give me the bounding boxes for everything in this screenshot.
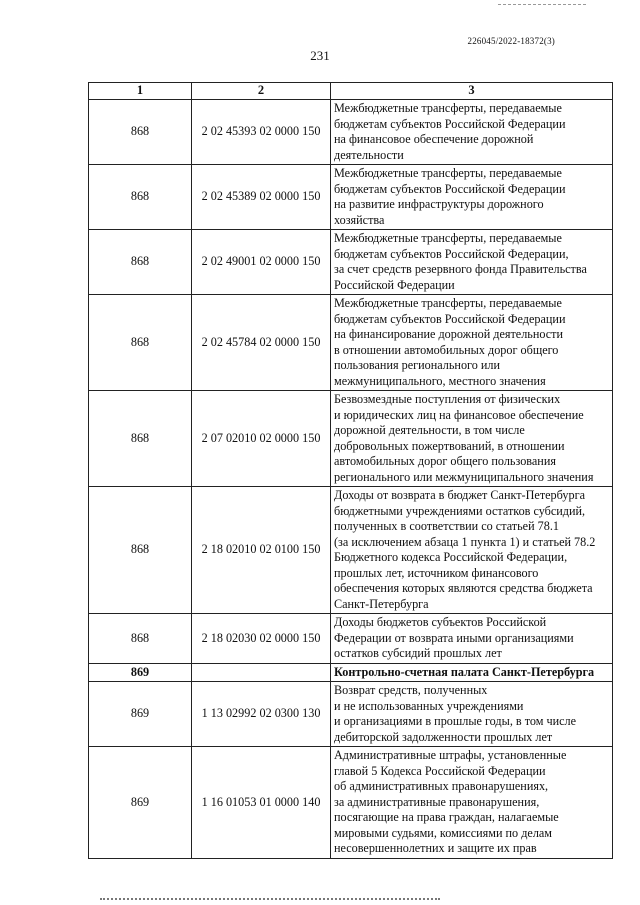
admin-code-cell: 868 [89, 165, 192, 230]
table-row [89, 391, 613, 487]
admin-code-cell: 869 [89, 663, 192, 682]
top-edge-rule [498, 4, 586, 5]
admin-code-cell: 868 [89, 391, 192, 487]
description-line: Безвозмездные поступления от физических [334, 392, 561, 406]
description-line: на финансовое обеспечение дорожной [334, 132, 534, 146]
description-line: Административные штрафы, установленные [334, 748, 567, 762]
revenue-code-cell: 2 02 45393 02 0000 150 [192, 100, 331, 165]
description-line: хозяйства [334, 212, 385, 227]
bottom-scan-marks [100, 898, 440, 903]
table-row [89, 487, 613, 614]
revenue-code-cell: 1 16 01053 01 0000 140 [192, 747, 331, 859]
table-row [89, 682, 613, 747]
description-line: Доходы от возврата в бюджет Санкт-Петербурга [334, 488, 585, 502]
description-line: несовершеннолетних и защите их прав [334, 841, 537, 855]
description-line: Возврат средств, полученных [334, 683, 488, 697]
description-cell [331, 614, 613, 664]
description-line: Контрольно-счетная палата Санкт-Петербурга [334, 664, 595, 679]
description-line: Российской Федерации [334, 277, 455, 292]
description-line: и юридических лиц на финансовое обеспечение [334, 407, 584, 422]
description-cell [331, 100, 613, 165]
admin-code-cell: 868 [89, 100, 192, 165]
description-line: добровольных пожертвований, в отношении [334, 438, 565, 453]
description-line: (за исключением абзаца 1 пункта 1) и статьей 78.2 [334, 534, 596, 549]
revenue-code-cell: 2 18 02010 02 0100 150 [192, 487, 331, 614]
page-number: 231 [310, 48, 330, 63]
description-line: Межбюджетные трансферты, передаваемые [334, 296, 562, 310]
description-line: межмуниципального, местного значения [334, 373, 546, 388]
revenue-code-cell [192, 663, 331, 682]
description-line: и не использованных учреждениями [334, 698, 524, 713]
description-line: на финансирование дорожной деятельности [334, 327, 564, 341]
description-line: Межбюджетные трансферты, передаваемые [334, 231, 562, 245]
description-line: в отношении автомобильных дорог общего [334, 342, 559, 357]
description-line: Санкт-Петербурга [334, 596, 429, 611]
description-cell [331, 487, 613, 614]
description-line: мировыми судьями, комиссиями по делам [334, 825, 553, 840]
description-line: бюджетам субъектов Российской Федерации [334, 116, 566, 131]
table-row [89, 100, 613, 165]
description-line: прошлых лет, источником финансового [334, 565, 539, 580]
description-line: бюджетными учреждениями остатков субсидий, [334, 503, 586, 518]
description-line: Доходы бюджетов субъектов Российской [334, 615, 547, 629]
revenue-code-cell: 1 13 02992 02 0300 130 [192, 682, 331, 747]
description-line: Межбюджетные трансферты, передаваемые [334, 101, 562, 115]
table-row [89, 663, 613, 682]
description-line: и организациями в прошлые годы, в том числе [334, 714, 577, 728]
description-line: остатков субсидий прошлых лет [334, 646, 502, 660]
revenue-code-cell: 2 07 02010 02 0000 150 [192, 391, 331, 487]
description-line: регионального или межмуниципального значения [334, 469, 594, 484]
description-line: Межбюджетные трансферты, передаваемые [334, 166, 562, 180]
description-line: Бюджетного кодекса Российской Федерации, [334, 550, 568, 564]
description-line: обеспечения которых являются средства бюджета [334, 581, 593, 595]
revenue-code-cell: 2 18 02030 02 0000 150 [192, 614, 331, 664]
description-cell [331, 682, 613, 747]
description-line: посягающие на права граждан, налагаемые [334, 810, 559, 824]
description-line: деятельности [334, 147, 404, 162]
description-line: дебиторской задолженности прошлых лет [334, 729, 553, 744]
description-line: главой 5 Кодекса Российской Федерации [334, 763, 546, 778]
revenue-code-cell: 2 02 45784 02 0000 150 [192, 295, 331, 391]
description-line: автомобильных дорог общего пользования [334, 454, 556, 468]
description-cell [331, 230, 613, 295]
table-row [89, 230, 613, 295]
table-row [89, 747, 613, 859]
description-line: об административных правонарушениях, [334, 779, 549, 793]
description-line: на развитие инфраструктуры дорожного [334, 197, 544, 211]
revenue-code-cell: 2 02 45389 02 0000 150 [192, 165, 331, 230]
description-cell [331, 165, 613, 230]
document-id: 226045/2022-18372(3) [467, 36, 555, 46]
description-line: бюджетам субъектов Российской Федерации [334, 311, 566, 326]
column-header-2: 2 [192, 83, 331, 100]
description-line: бюджетам субъектов Российской Федерации, [334, 246, 569, 261]
description-cell [331, 663, 613, 682]
admin-code-cell: 868 [89, 230, 192, 295]
revenue-code-cell: 2 02 49001 02 0000 150 [192, 230, 331, 295]
table-header-row [89, 83, 613, 100]
admin-code-cell: 868 [89, 295, 192, 391]
column-header-3: 3 [331, 83, 613, 100]
admin-code-cell: 868 [89, 614, 192, 664]
description-line: пользования регионального или [334, 358, 501, 372]
admin-code-cell: 869 [89, 747, 192, 859]
description-line: бюджетам субъектов Российской Федерации [334, 181, 566, 196]
column-header-1: 1 [89, 83, 192, 100]
table-row [89, 165, 613, 230]
budget-codes-table [88, 82, 613, 859]
description-line: за счет средств резервного фонда Правительства [334, 262, 587, 276]
description-line: полученных в соответствии со статьей 78.1 [334, 519, 559, 533]
table-row [89, 614, 613, 664]
description-cell [331, 391, 613, 487]
description-cell [331, 747, 613, 859]
description-line: дорожной деятельности, в том числе [334, 423, 525, 437]
description-cell [331, 295, 613, 391]
table-row [89, 295, 613, 391]
admin-code-cell: 868 [89, 487, 192, 614]
admin-code-cell: 869 [89, 682, 192, 747]
description-line: за административные правонарушения, [334, 794, 540, 809]
description-line: Федерации от возврата иными организациями [334, 630, 574, 645]
